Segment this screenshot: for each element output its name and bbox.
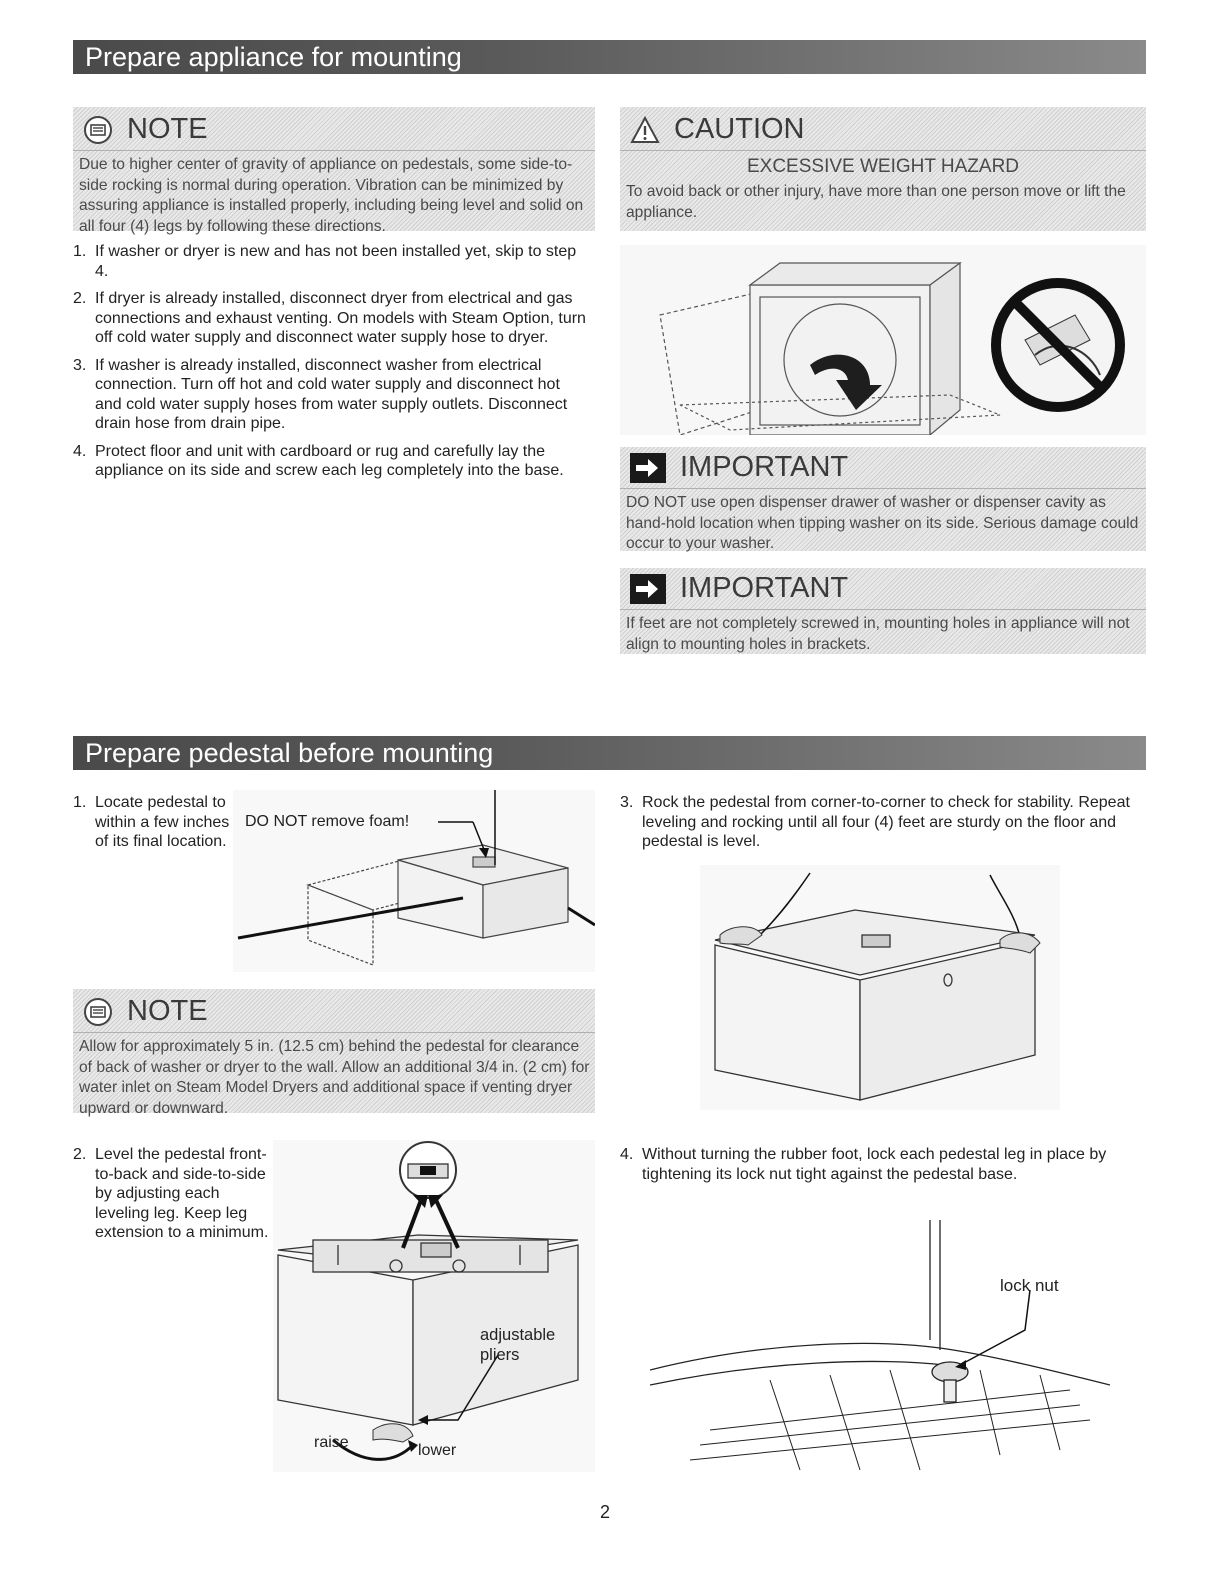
note-box-pedestal — [73, 989, 595, 1117]
fig2-label-pliers: adjustable pliers — [480, 1326, 556, 1364]
step-text: Locate pedestal to within a few inches of its final location. — [95, 794, 230, 850]
important-box-1 — [620, 447, 1146, 551]
important-title-row — [620, 568, 1146, 610]
note-title-row — [73, 989, 595, 1033]
note-title: NOTE — [127, 113, 208, 145]
step-text: Rock the pedestal from corner-to-corner to check for stability. Repeat leveling and rocking until all four (4) feet are sturdy on the floor and pedestal is level. — [642, 794, 1130, 850]
fig2-label-lower: lower — [418, 1442, 457, 1459]
pedestal-step-1: 1. Locate pedestal to within a few inches of its final location. — [73, 793, 233, 860]
step-text: Without turning the rubber foot, lock each pedestal leg in place by tightening its lock nut tight against the pedestal base. — [642, 1146, 1107, 1183]
important-box-2 — [620, 568, 1146, 654]
list-item: 4. Protect floor and unit with cardboard or rug and carefully lay the appliance on its side and screw each leg completely into the base. — [73, 442, 588, 481]
fig4-label: lock nut — [1000, 1276, 1059, 1295]
caution-text: To avoid back or other injury, have more than one person move or lift the appliance. — [626, 183, 1126, 221]
prohibited-icon — [996, 283, 1120, 407]
warning-triangle-icon — [630, 115, 660, 145]
note-text: Due to higher center of gravity of appliance on pedestals, some side-to-side rocking is normal during operation. Vibration can be minimized by assuring appliance is installed properly, including being level and solid on all four (4) legs by following these directions. — [79, 156, 584, 235]
caution-title: CAUTION — [674, 113, 805, 145]
step-text: If dryer is already installed, disconnect dryer from electrical and gas connections and exhaust venting. On models with Steam Option, turn off cold water supply and disconnect water supply hose to dryer. — [95, 290, 586, 346]
caution-subtitle: EXCESSIVE WEIGHT HAZARD — [746, 156, 1020, 177]
caution-box — [620, 107, 1146, 231]
step-text: If washer is already installed, disconnect washer from electrical connection. Turn off hot and cold water supply and disconnect hot and cold water supply hoses from water supply outlets. Disconnect drain hose from drain pipe. — [95, 356, 568, 432]
important-title-row — [620, 447, 1146, 489]
arrow-right-icon — [630, 574, 666, 604]
step-text: If washer or dryer is new and has not been installed yet, skip to step 4. — [95, 243, 577, 280]
floor-grid — [690, 1370, 1090, 1470]
pedestal-step-4: 4. Without turning the rubber foot, lock each pedestal leg in place by tightening its lock nut tight against the pedestal base. — [620, 1145, 1140, 1192]
pedestal-leveling-illustration — [273, 1140, 595, 1472]
step-text: Protect floor and unit with cardboard or rug and carefully lay the appliance on its side and screw each leg completely into the base. — [95, 442, 564, 479]
important-title: IMPORTANT — [680, 451, 849, 483]
list-item: 2. If dryer is already installed, disconnect dryer from electrical and gas connections and exhaust venting. On models with Steam Option, turn off cold water supply and disconnect water supply hose to dryer. — [73, 289, 588, 348]
note-title-row — [73, 107, 595, 151]
pedestal-rocking-illustration — [700, 865, 1060, 1110]
pedestal-step-2: 2. Level the pedestal front-to-back and side-to-side by adjusting each leveling leg. Keep leg extension to a minimum. — [73, 1145, 273, 1251]
important-text: DO NOT use open dispenser drawer of washer or dispenser cavity as hand-hold location when tipping washer on its side. Serious damage could occur to your washer. — [626, 494, 1139, 552]
note-box — [73, 107, 595, 235]
important-title: IMPORTANT — [680, 572, 849, 604]
note-title: NOTE — [127, 995, 208, 1027]
fig2-label-raise: raise — [314, 1434, 349, 1451]
section-header-appliance: Prepare appliance for mounting — [73, 40, 1146, 74]
page-number: 2 — [600, 1502, 611, 1522]
list-item: 3. If washer is already installed, disconnect washer from electrical connection. Turn off hot and cold water supply and disconnect hot and cold water supply hoses from water supply outlets. Disconnect drain hose from drain pipe. — [73, 356, 588, 434]
note-icon — [83, 997, 113, 1027]
list-item: 1. If washer or dryer is new and has not been installed yet, skip to step 4. — [73, 242, 588, 281]
appliance-steps — [73, 242, 588, 489]
lock-nut-illustration — [650, 1220, 1110, 1470]
pedestal-step-3: 3. Rock the pedestal from corner-to-corner to check for stability. Repeat leveling and rocking until all four (4) feet are sturdy on the floor and pedestal is level. — [620, 793, 1140, 860]
note-text: Allow for approximately 5 in. (12.5 cm) behind the pedestal for clearance of back of washer or dryer to the wall. Allow an additional 3/4 in. (2 cm) for water inlet on Steam Model Dryers and additional space if venting dryer upward or downward. — [79, 1038, 590, 1117]
fig1-label: DO NOT remove foam! — [245, 813, 410, 830]
caution-title-row — [620, 107, 1146, 151]
section-header-pedestal: Prepare pedestal before mounting — [73, 736, 1146, 770]
washer-tipping-illustration — [620, 245, 1146, 435]
arrow-right-icon — [630, 453, 666, 483]
important-text: If feet are not completely screwed in, mounting holes in appliance will not align to mounting holes in brackets. — [626, 615, 1130, 653]
note-icon — [83, 115, 113, 145]
step-text: Level the pedestal front-to-back and side-to-side by adjusting each leveling leg. Keep leg extension to a minimum. — [95, 1146, 269, 1241]
